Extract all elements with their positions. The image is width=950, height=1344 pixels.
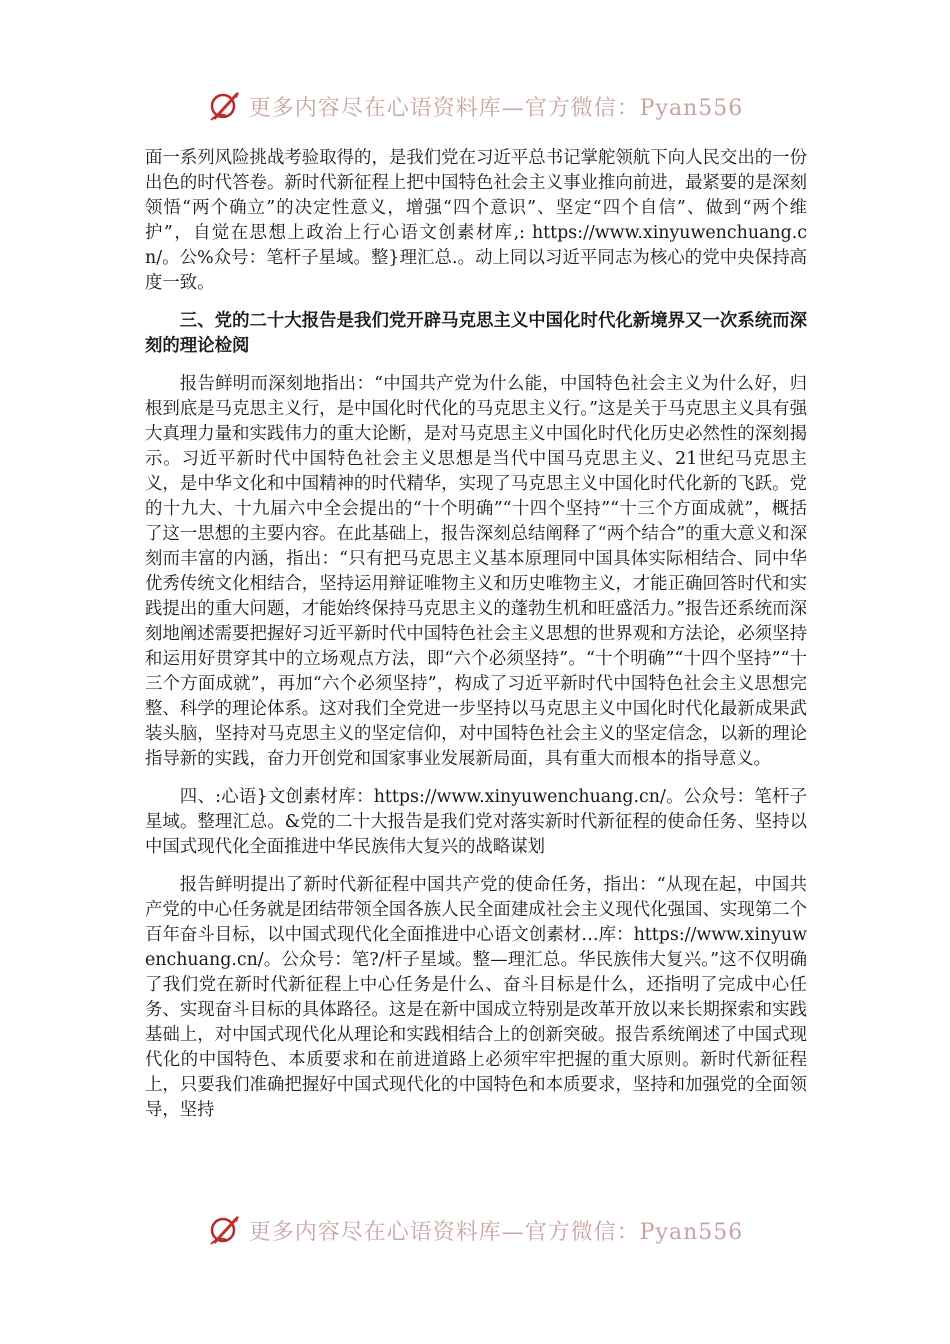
paragraph-continuation: 面一系列风险挑战考验取得的，是我们党在习近平总书记掌舵领航下向人民交出的一份出色的时代答卷。新时代新征程上把中国特色社会主义事业推向前进，最紧要的是深刻领悟“两个确立”的决定性意义，增强“四个意识”、坚定“四个自信”、做到“两个维护”，自觉在思想上政治上行心语文创素材库,: https://www.xinyuwenchuang.cn/。公%众号：笔杆子星域。整}理汇总.。动上同以习近平同志为核心的党中央保持高度一致。 — [145, 148, 807, 293]
section-heading-three: 三、党的二十大报告是我们党开辟马克思主义中国化时代化新境界又一次系统而深刻的理论检阅 — [145, 311, 807, 356]
footer-banner — [0, 1210, 950, 1250]
header-banner — [0, 86, 950, 126]
pen-circle-logo-icon — [207, 90, 243, 122]
footer-banner-text: 更多内容尽在心语资料库—官方微信：Pyan556 — [248, 1219, 744, 1245]
document-body — [145, 146, 807, 1136]
header-banner-text: 更多内容尽在心语资料库—官方微信：Pyan556 — [248, 95, 744, 121]
section-heading-four: 四、:心语}文创素材库：https://www.xinyuwenchuang.cn/。公众号：笔杆子星域。整理汇总。&党的二十大报告是我们党对落实新时代新征程的使命任务、坚持以中国式现代化全面推进中华民族伟大复兴的战略谋划 — [145, 787, 807, 857]
paragraph-report-mission: 报告鲜明提出了新时代新征程中国共产党的使命任务，指出：“从现在起，中国共产党的中心任务就是团结带领全国各族人民全面建成社会主义现代化强国、实现第二个百年奋斗目标，以中国式现代化全面推进中心语文创素材…库：https://www.xinyuwenchuang.cn/。公众号：笔?/杆子星域。整—理汇总。华民族伟大复兴。”这不仅明确了我们党在新时代新征程上中心任务是什么、奋斗目标是什么，还指明了完成中心任务、实现奋斗目标的具体路径。这是在新中国成立特别是改革开放以来长期探索和实践基础上，对中国式现代化从理论和实践相结合上的创新突破。报告系统阐述了中国式现代化的中国特色、本质要求和在前进道路上必须牢牢把握的重大原则。新时代新征程上，只要我们准确把握好中国式现代化的中国特色和本质要求，坚持和加强党的全面领导，坚持 — [145, 875, 807, 1120]
paragraph-report-theory: 报告鲜明而深刻地指出：“中国共产党为什么能，中国特色社会主义为什么好，归根到底是马克思主义行，是中国化时代化的马克思主义行。”这是关于马克思主义具有强大真理力量和实践伟力的重大论断，是对马克思主义中国化时代化历史必然性的深刻揭示。习近平新时代中国特色社会主义思想是当代中国马克思主义、21世纪马克思主义，是中华文化和中国精神的时代精华，实现了马克思主义中国化时代化新的飞跃。党的十九大、十九届六中全会提出的“十个明确”“十四个坚持”“十三个方面成就”，概括了这一思想的主要内容。在此基础上，报告深刻总结阐释了“两个结合”的重大意义和深刻而丰富的内涵，指出：“只有把马克思主义基本原理同中国具体实际相结合、同中华优秀传统文化相结合，坚持运用辩证唯物主义和历史唯物主义，才能正确回答时代和实践提出的重大问题，才能始终保持马克思主义的蓬勃生机和旺盛活力。”报告还系统而深刻地阐述需要把握好习近平新时代中国特色社会主义思想的世界观和方法论，必须坚持和运用好贯穿其中的立场观点方法，即“六个必须坚持”。“十个明确”“十四个坚持”“十三个方面成就”，再加“六个必须坚持”，构成了习近平新时代中国特色社会主义思想完整、科学的理论体系。这对我们全党进一步坚持以马克思主义中国化时代化最新成果武装头脑，坚持对马克思主义的坚定信仰，对中国特色社会主义的坚定信念，以新的理论指导新的实践，奋力开创党和国家事业发展新局面，具有重大而根本的指导意义。 — [145, 374, 807, 769]
pen-circle-logo-icon — [207, 1214, 243, 1246]
